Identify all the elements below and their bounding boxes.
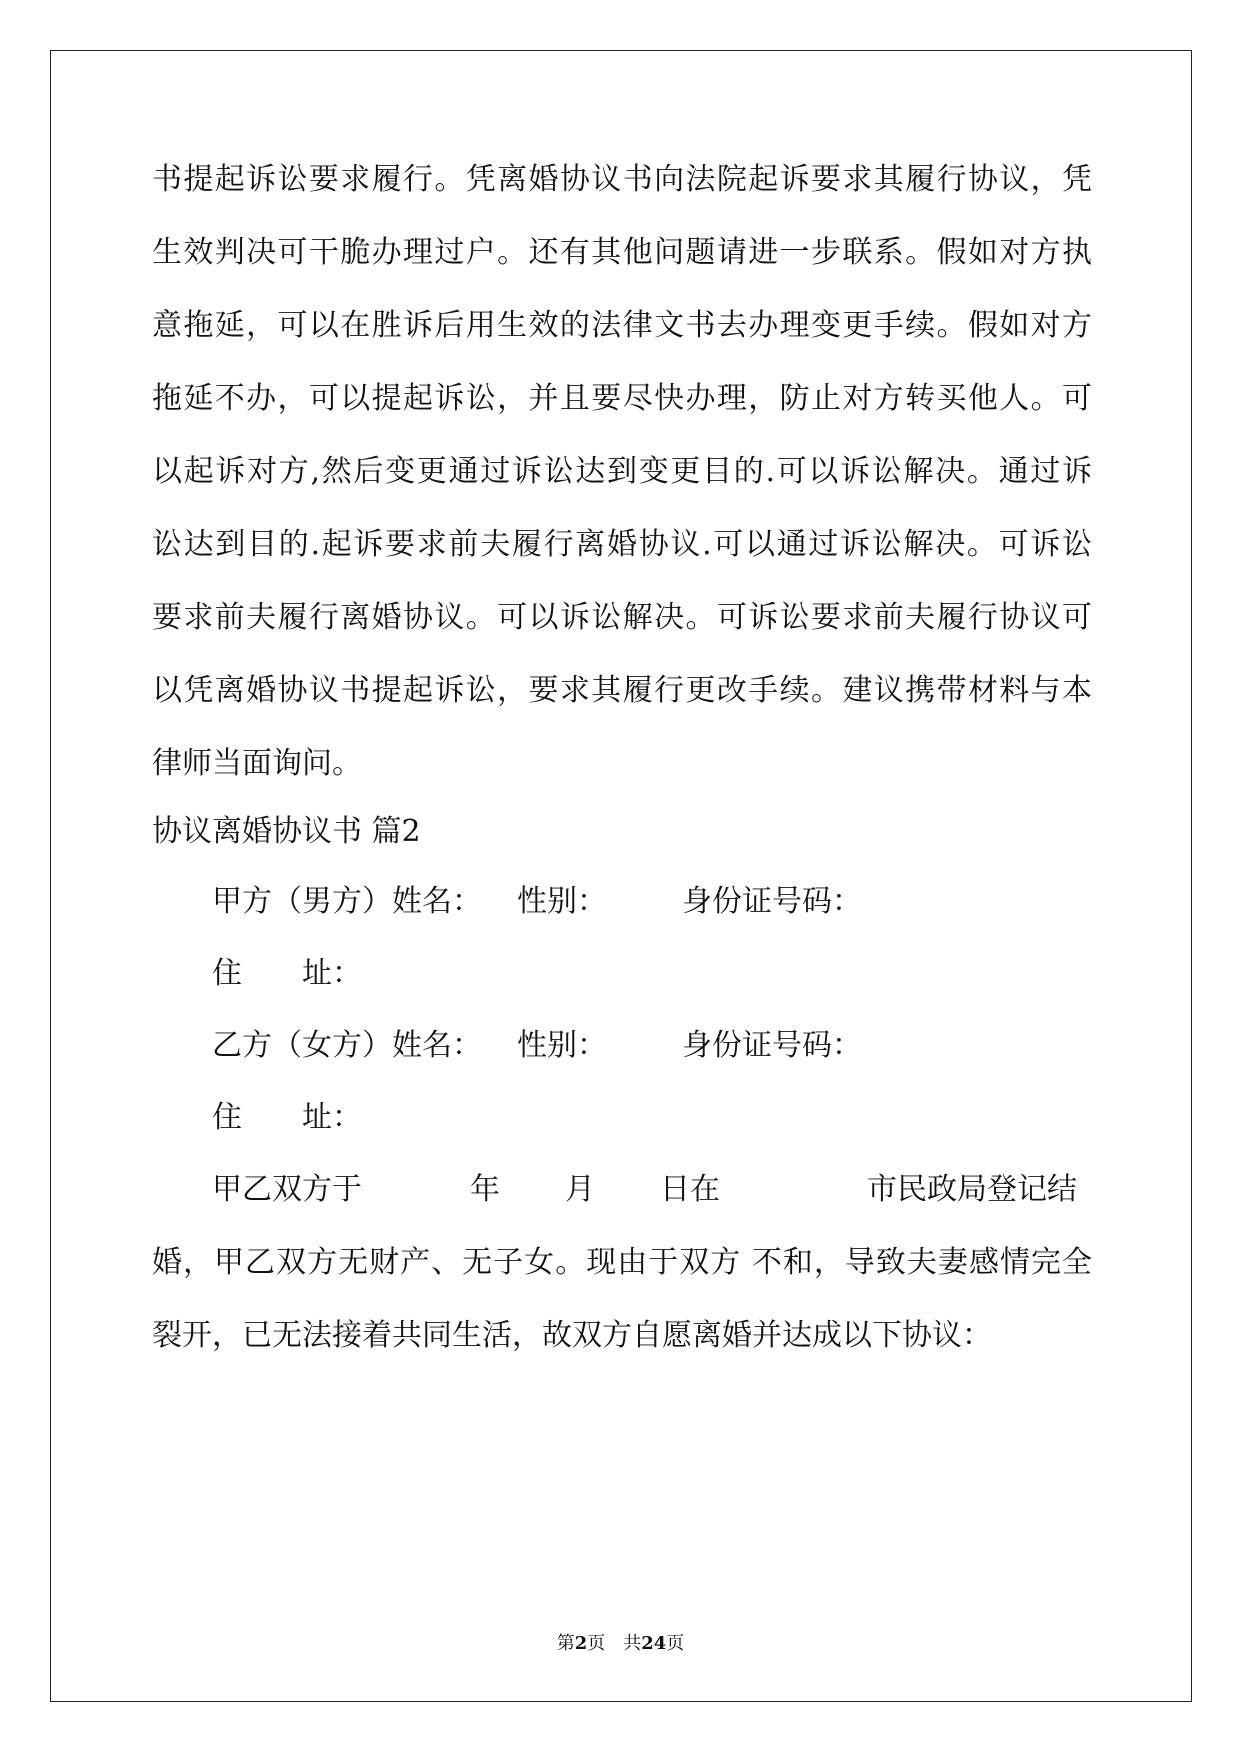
- marriage-office-label: 市民政局登记结: [867, 1172, 1077, 1207]
- marriage-prefix: 甲乙双方于: [212, 1172, 362, 1207]
- paragraph-line: 生效判决可干脆办理过户。还有其他问题请进一步联系。假如对方执: [152, 235, 1092, 270]
- paragraph-line: 以起诉对方,然后变更通过诉讼达到变更目的.可以诉讼解决。通过诉: [152, 454, 1092, 489]
- party-b-gender-label: 性别：: [517, 1028, 607, 1063]
- party-b-address-label: 住 址：: [212, 1100, 362, 1135]
- page-footer: [0, 1632, 1241, 1656]
- party-b-name-label: 乙方（女方）姓名：: [212, 1028, 482, 1063]
- footer-page-mid: 页 共: [587, 1633, 642, 1654]
- section-heading: 协议离婚协议书 篇2: [152, 814, 421, 849]
- party-b-id-label: 身份证号码：: [682, 1028, 862, 1063]
- paragraph-line: 以凭离婚协议书提起诉讼，要求其履行更改手续。建议携带材料与本: [152, 673, 1092, 708]
- paragraph-line: 要求前夫履行离婚协议。可以诉讼解决。可诉讼要求前夫履行协议可: [152, 600, 1092, 635]
- party-a-address-label: 住 址：: [212, 956, 362, 991]
- party-a-name-label: 甲方（男方）姓名：: [212, 884, 482, 919]
- footer-page-number: 2: [574, 1633, 588, 1654]
- paragraph-line: 婚，甲乙双方无财产、无子女。现由于双方 不和，导致夫妻感情完全: [152, 1245, 1092, 1280]
- marriage-year-label: 年: [470, 1172, 500, 1207]
- footer-page-prefix: 第: [556, 1633, 575, 1654]
- party-a-id-label: 身份证号码：: [682, 884, 862, 919]
- paragraph-line: 意拖延，可以在胜诉后用生效的法律文书去办理变更手续。假如对方: [152, 308, 1092, 343]
- paragraph-line: 书提起诉讼要求履行。凭离婚协议书向法院起诉要求其履行协议，凭: [152, 162, 1092, 197]
- marriage-registration-line: [152, 1170, 1092, 1210]
- page-border: [50, 50, 1192, 1702]
- marriage-day-label: 日在: [660, 1172, 720, 1207]
- footer-page-suffix: 页: [666, 1633, 685, 1654]
- paragraph-line: 裂开，已无法接着共同生活，故双方自愿离婚并达成以下协议：: [152, 1318, 992, 1353]
- paragraph-line: 讼达到目的.起诉要求前夫履行离婚协议.可以通过诉讼解决。可诉讼: [152, 527, 1092, 562]
- paragraph-line: 拖延不办，可以提起诉讼，并且要尽快办理，防止对方转买他人。可: [152, 381, 1092, 416]
- marriage-month-label: 月: [565, 1172, 595, 1207]
- party-a-gender-label: 性别：: [517, 884, 607, 919]
- footer-total-pages: 24: [641, 1633, 667, 1654]
- paragraph-line: 律师当面询问。: [152, 746, 362, 781]
